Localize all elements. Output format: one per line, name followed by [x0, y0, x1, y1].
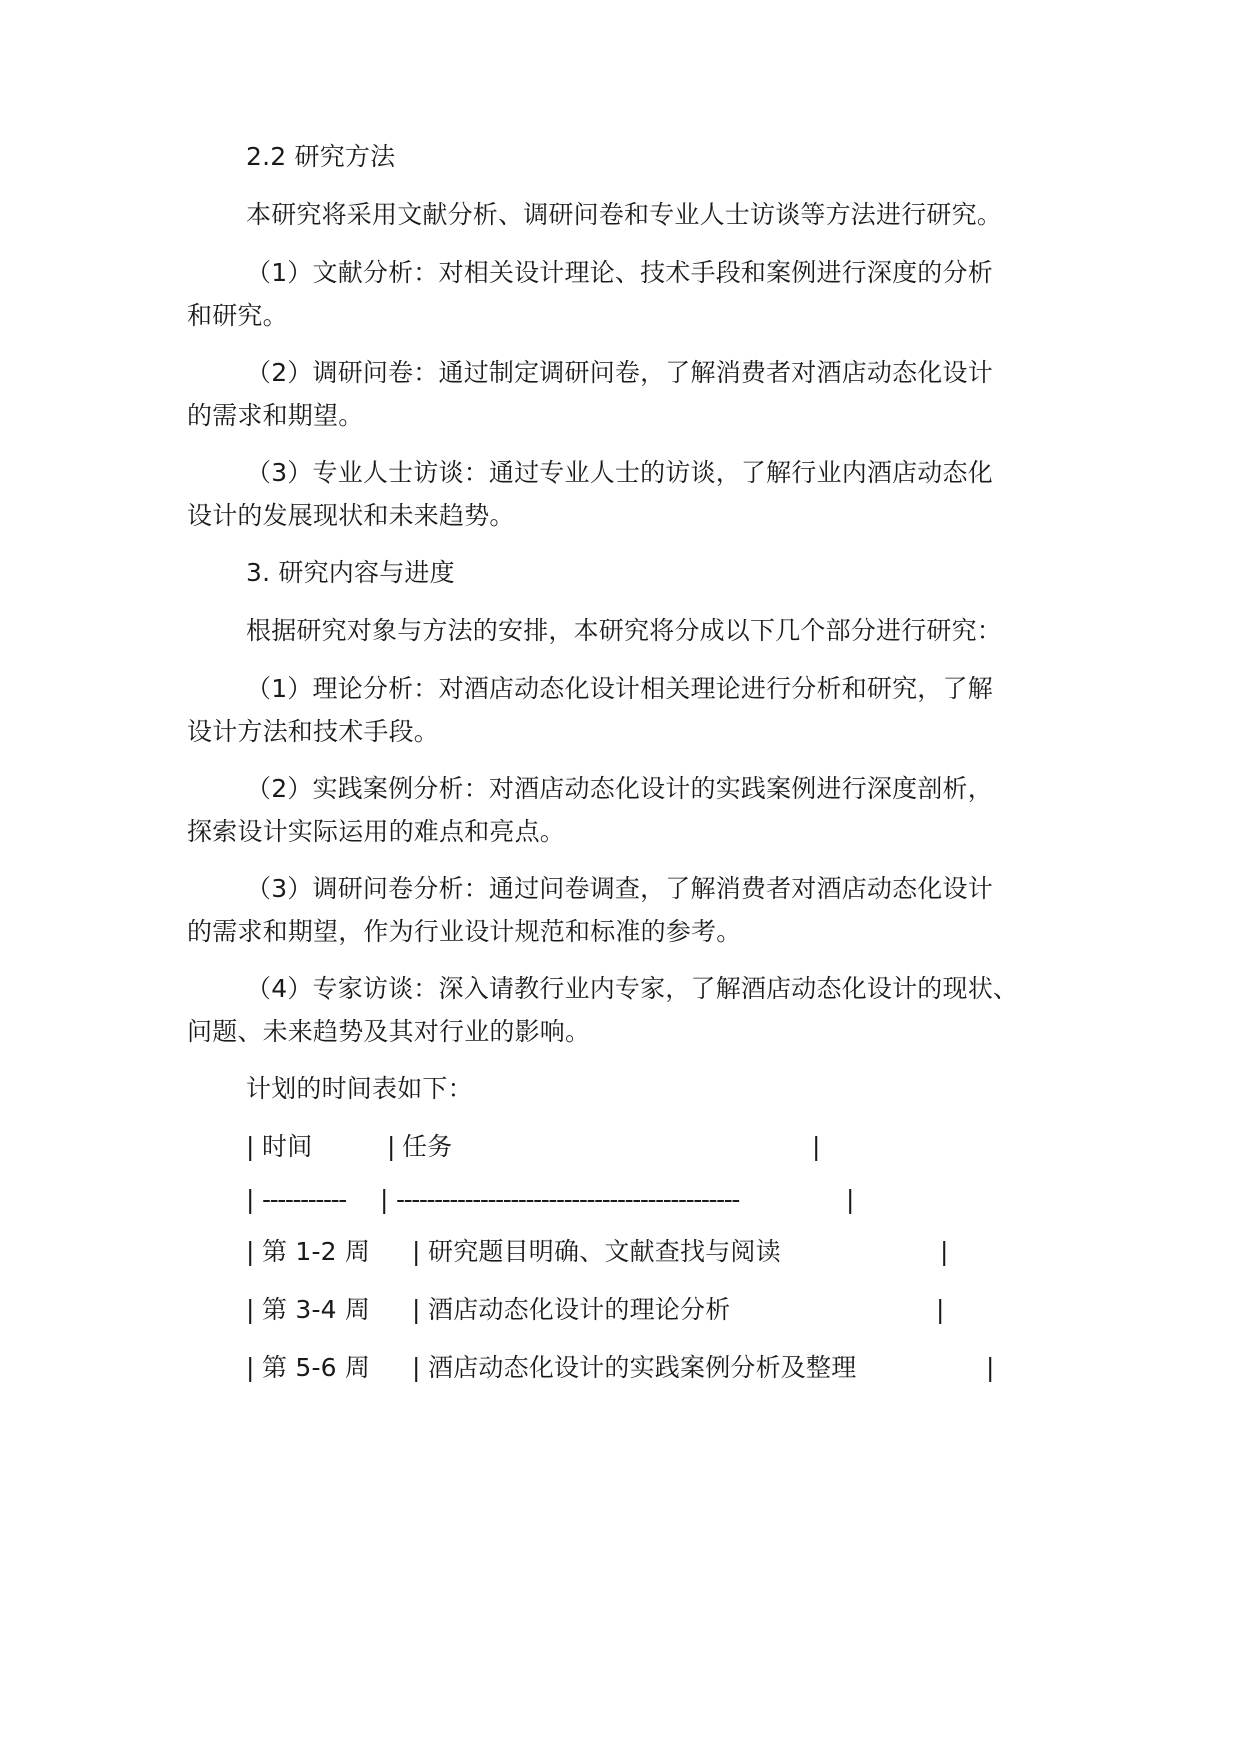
- method-item-2-line2: 的需求和期望。: [187, 401, 364, 430]
- table-cell-time: 第 5-6 周: [262, 1353, 371, 1382]
- table-pipe: |: [412, 1353, 421, 1382]
- method-item-3-line2: 设计的发展现状和未来趋势。: [187, 501, 515, 530]
- table-pipe: |: [387, 1132, 396, 1161]
- table-pipe: |: [412, 1295, 421, 1324]
- content-item-3-line2: 的需求和期望，作为行业设计规范和标准的参考。: [187, 917, 742, 946]
- method-item-3-line1: （3）专业人士访谈：通过专业人士的访谈，了解行业内酒店动态化: [246, 458, 993, 487]
- paragraph-content-intro: 根据研究对象与方法的安排，本研究将分成以下几个部分进行研究：: [246, 616, 1003, 645]
- table-pipe: |: [246, 1132, 255, 1161]
- table-pipe: |: [812, 1132, 821, 1161]
- method-item-1-line1: （1）文献分析：对相关设计理论、技术手段和案例进行深度的分析: [246, 258, 993, 287]
- content-item-1-line1: （1）理论分析：对酒店动态化设计相关理论进行分析和研究，了解: [246, 674, 993, 703]
- table-separator-task: ---------------------------------------------: [396, 1185, 739, 1214]
- content-item-2-line2: 探索设计实际运用的难点和亮点。: [187, 817, 566, 846]
- content-item-2-line1: （2）实践案例分析：对酒店动态化设计的实践案例进行深度剖析，: [246, 774, 993, 803]
- schedule-intro: 计划的时间表如下：: [246, 1074, 473, 1103]
- content-item-3-line1: （3）调研问卷分析：通过问卷调查，了解消费者对酒店动态化设计: [246, 874, 993, 903]
- table-pipe: |: [246, 1237, 255, 1266]
- method-item-2-line1: （2）调研问卷：通过制定调研问卷，了解消费者对酒店动态化设计: [246, 358, 993, 387]
- table-pipe: |: [246, 1295, 255, 1324]
- table-pipe: |: [412, 1237, 421, 1266]
- table-cell-task: 酒店动态化设计的实践案例分析及整理: [428, 1353, 857, 1382]
- table-cell-time: 第 3-4 周: [262, 1295, 371, 1324]
- table-pipe: |: [940, 1237, 949, 1266]
- table-pipe: |: [246, 1185, 255, 1214]
- table-pipe: |: [246, 1353, 255, 1382]
- table-pipe: |: [936, 1295, 945, 1324]
- table-cell-task: 酒店动态化设计的理论分析: [428, 1295, 731, 1324]
- table-header-task: 任务: [402, 1132, 453, 1161]
- section-heading-2-2: 2.2 研究方法: [246, 142, 396, 171]
- content-item-4-line1: （4）专家访谈：深入请教行业内专家，了解酒店动态化设计的现状、: [246, 974, 1019, 1003]
- table-cell-task: 研究题目明确、文献查找与阅读: [428, 1237, 781, 1266]
- content-item-1-line2: 设计方法和技术手段。: [187, 717, 440, 746]
- table-pipe: |: [986, 1353, 995, 1382]
- table-header-time: 时间: [262, 1132, 313, 1161]
- paragraph-methods-intro: 本研究将采用文献分析、调研问卷和专业人士访谈等方法进行研究。: [246, 200, 1003, 229]
- section-heading-3: 3. 研究内容与进度: [246, 558, 455, 587]
- table-separator-time: -----------: [262, 1185, 346, 1214]
- table-pipe: |: [380, 1185, 389, 1214]
- method-item-1-line2: 和研究。: [187, 301, 288, 330]
- table-cell-time: 第 1-2 周: [262, 1237, 371, 1266]
- table-pipe: |: [846, 1185, 855, 1214]
- content-item-4-line2: 问题、未来趋势及其对行业的影响。: [187, 1017, 591, 1046]
